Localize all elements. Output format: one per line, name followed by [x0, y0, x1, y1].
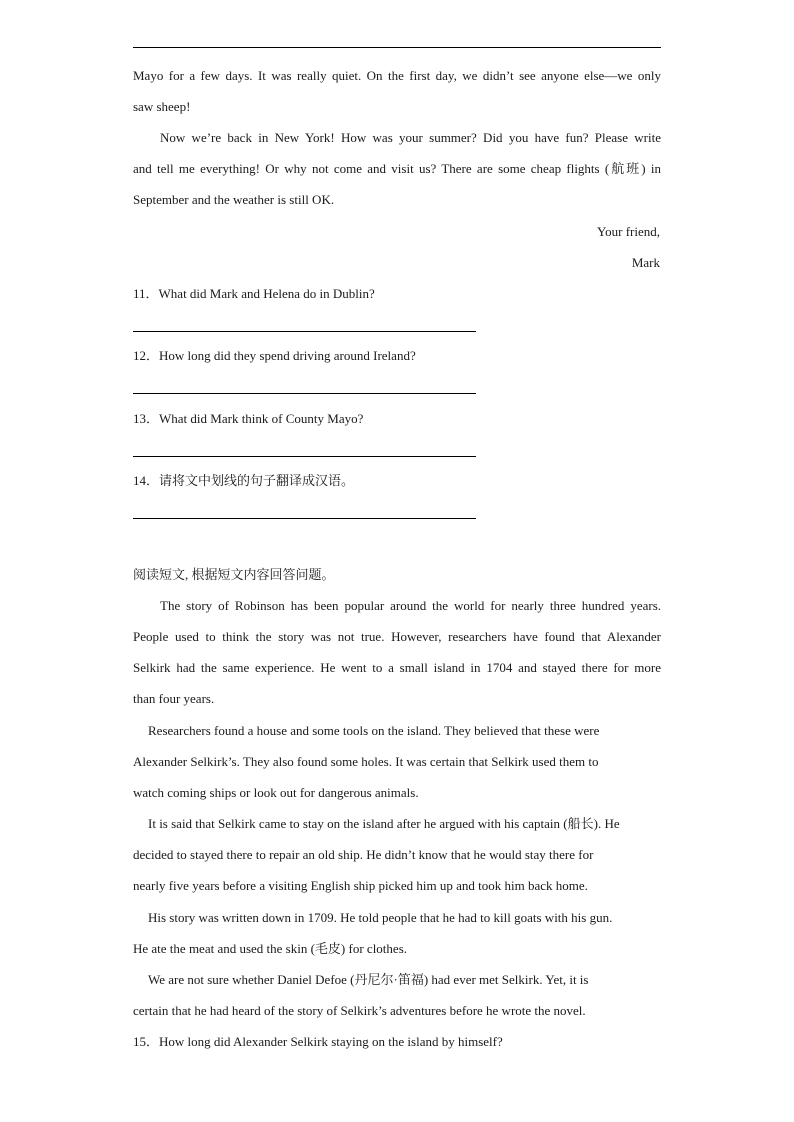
question-11: [133, 285, 375, 303]
passage-line: His story was written down in 1709. He told people that he had to kill goats with his gun.: [148, 910, 613, 925]
section-instruction: 阅读短文, 根据短文内容回答问题。: [133, 567, 335, 582]
question-number: 13．: [133, 411, 160, 426]
question-number: 14．: [133, 473, 160, 488]
passage-line: decided to stayed there to repair an old ship. He didn’t know that he would stay there for: [133, 847, 594, 862]
question-14: [133, 472, 354, 490]
letter-text-line: saw sheep!: [133, 99, 191, 114]
question-text: How long did Alexander Selkirk staying on the island by himself?: [159, 1034, 503, 1049]
passage-line: watch coming ships or look out for dangerous animals.: [133, 785, 419, 800]
question-number: 15．: [133, 1034, 160, 1049]
passage-line: Researchers found a house and some tools on the island. They believed that these were: [148, 723, 600, 738]
answer-line-11[interactable]: [133, 331, 476, 332]
passage-line: He ate the meat and used the skin (毛皮) for clothes.: [133, 941, 407, 956]
letter-text-line: Mayo for a few days. It was really quiet. On the first day, we didn’t see anyone else—we only: [133, 68, 661, 83]
question-text: 请将文中划线的句子翻译成汉语。: [159, 473, 355, 488]
letter-signature: Mark: [631, 255, 660, 270]
question-number: 11．: [133, 286, 159, 301]
answer-line-12[interactable]: [133, 393, 476, 394]
question-12: [133, 347, 416, 365]
letter-text-line: Now we’re back in New York! How was your summer? Did you have fun? Please write: [160, 130, 661, 145]
passage-line: We are not sure whether Daniel Defoe (丹尼尔·笛福) had ever met Selkirk. Yet, it is: [148, 972, 589, 987]
passage-line: Selkirk had the same experience. He went to a small island in 1704 and stayed there for more: [133, 660, 661, 675]
passage-line: It is said that Selkirk came to stay on the island after he argued with his captain (船长). He: [148, 816, 620, 831]
passage-line: The story of Robinson has been popular around the world for nearly three hundred years.: [160, 598, 661, 613]
passage-line: nearly five years before a visiting English ship picked him up and took him back home.: [133, 878, 588, 893]
answer-line-14[interactable]: [133, 518, 476, 519]
letter-closing: Your friend,: [597, 224, 660, 239]
passage-line: People used to think the story was not true. However, researchers have found that Alexander: [133, 629, 661, 644]
question-number: 12．: [133, 348, 160, 363]
answer-line-13[interactable]: [133, 456, 476, 457]
letter-text-line: September and the weather is still OK.: [133, 192, 335, 207]
question-text: What did Mark and Helena do in Dublin?: [158, 286, 375, 301]
passage-line: Alexander Selkirk’s. They also found some holes. It was certain that Selkirk used them to: [133, 754, 599, 769]
question-text: What did Mark think of County Mayo?: [159, 411, 364, 426]
passage-line: than four years.: [133, 691, 215, 706]
letter-text-line: and tell me everything! Or why not come and visit us? There are some cheap flights (航班) in: [133, 161, 661, 176]
question-15: [133, 1033, 503, 1051]
passage-line: certain that he had heard of the story of Selkirk’s adventures before he wrote the novel.: [133, 1003, 586, 1018]
header-rule: [133, 47, 661, 48]
question-13: [133, 410, 363, 428]
question-text: How long did they spend driving around Ireland?: [159, 348, 416, 363]
